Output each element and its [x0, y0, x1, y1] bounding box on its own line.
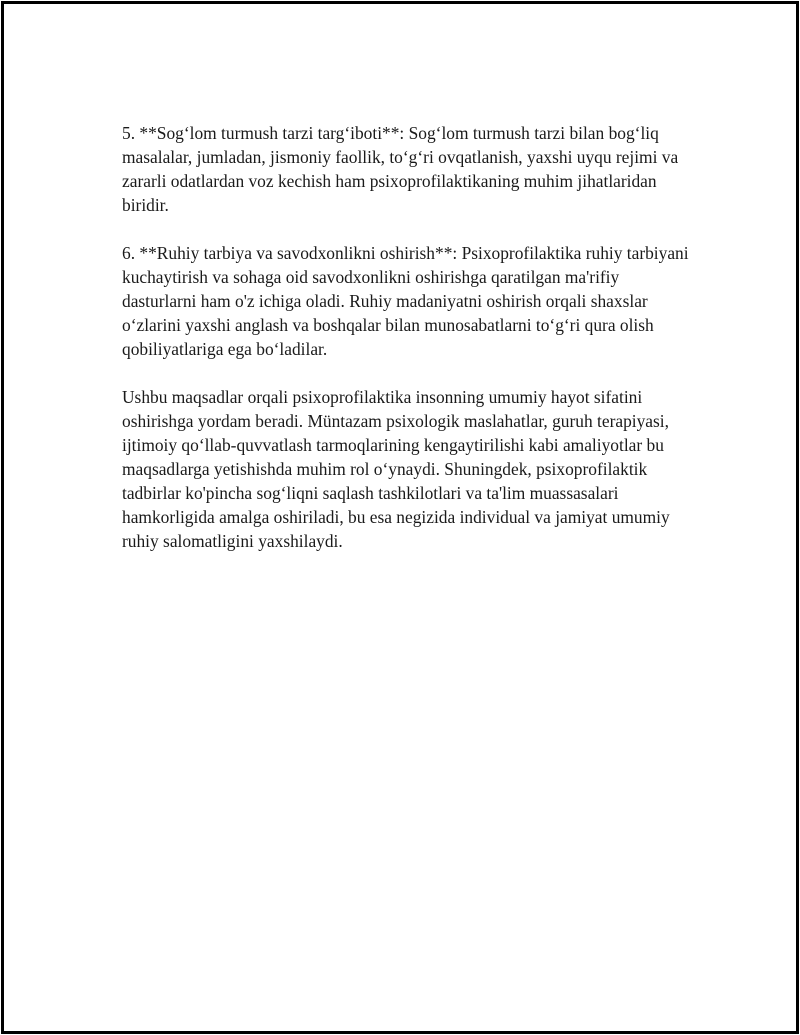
- paragraph-conclusion: Ushbu maqsadlar orqali psixoprofilaktika insonning umumiy hayot sifatini oshirishga yordam beradi. Müntazam psixologik maslahatlar, guruh terapiyasi, ijtimoiy qo‘llab-quvvatlash tarmoqlarining kengaytirilishi kabi amaliyotlar bu maqsadlarga yetishishda muhim rol o‘ynaydi. Shuningdek, psixoprofilaktik tadbirlar ko'pincha sog‘liqni saqlash tashkilotlari va ta'lim muassasalari hamkorligida amalga oshiriladi, bu esa negizida individual va jamiyat umumiy ruhiy salomatligini yaxshilaydi.: [122, 387, 670, 551]
- document-body: [122, 121, 692, 577]
- paragraph-healthy-lifestyle: 5. **Sog‘lom turmush tarzi targ‘iboti**: Sog‘lom turmush tarzi bilan bog‘liq masalalar, jumladan, jismoniy faollik, to‘g‘ri ovqatlanish, yaxshi uyqu rejimi va zararli odatlardan voz kechish ham psixoprofilaktikaning muhim jihatlaridan biridir.: [122, 123, 679, 215]
- paragraph-mental-education: 6. **Ruhiy tarbiya va savodxonlikni oshirish**: Psixoprofilaktika ruhiy tarbiyani kuchaytirish va sohaga oid savodxonlikni oshirishga qaratilgan ma'rifiy dasturlarni ham o'z ichiga oladi. Ruhiy madaniyatni oshirish orqali shaxslar o‘zlarini yaxshi anglash va boshqalar bilan munosabatlarni to‘g‘ri qura olish qobiliyatlariga ega bo‘ladilar.: [122, 243, 689, 359]
- page-frame: [1, 1, 799, 1034]
